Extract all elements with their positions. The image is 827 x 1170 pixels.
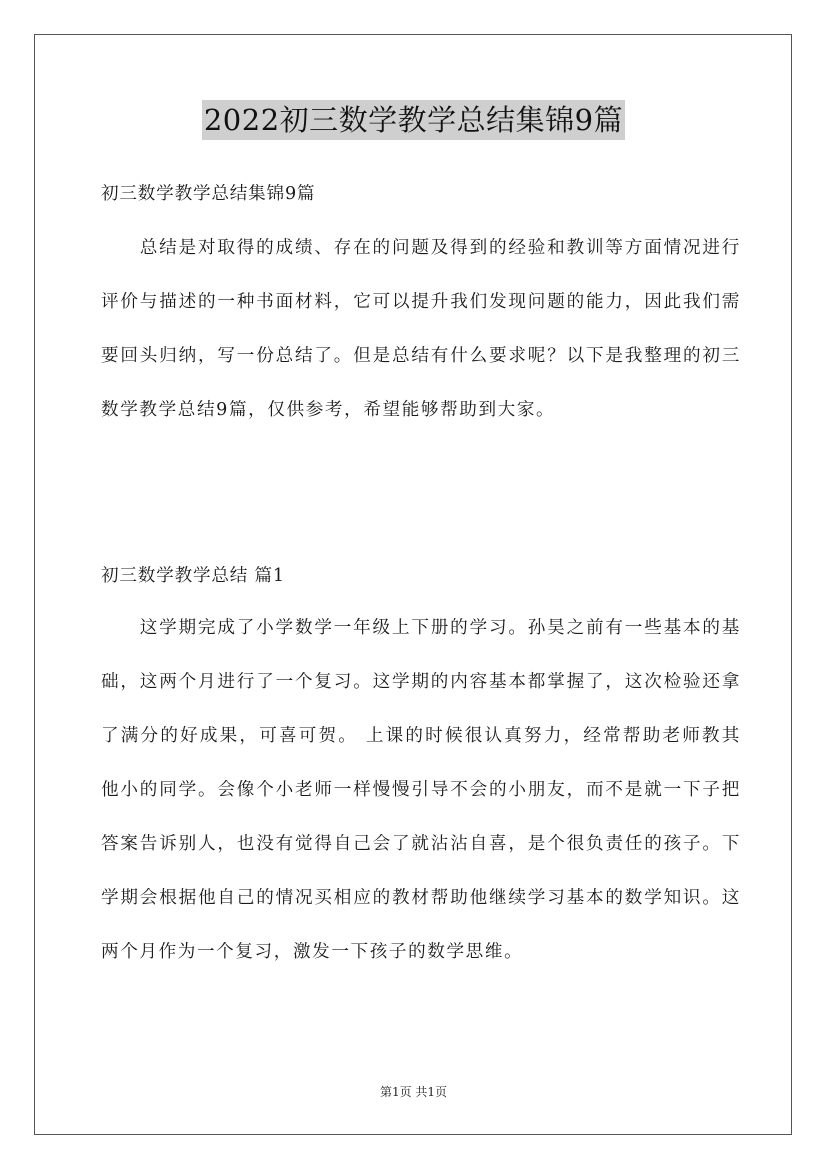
intro-paragraph: 总结是对取得的成绩、存在的问题及得到的经验和教训等方面情况进行评价与描述的一种书面材料，它可以提升我们发现问题的能力，因此我们需要回头归纳，写一份总结了。但是总结有什么要求呢？以下是我整理的初三数学教学总结9篇，仅供参考，希望能够帮助到大家。: [101, 238, 741, 420]
page-footer: 第1页 共1页: [379, 1085, 448, 1099]
section1-paragraph: 这学期完成了小学数学一年级上下册的学习。孙昊之前有一些基本的基础，这两个月进行了一个复习。这学期的内容基本都掌握了，这次检验还拿了满分的好成果，可喜可贺。 上课的时候很认真努力，经常帮助老师教其他小的同学。会像个小老师一样慢慢引导不会的小朋友，而不是就一下子把答案告诉别人，也没有觉得自己会了就沾沾自喜，是个很负责任的孩子。下学期会根据他自己的情况买相应的教材帮助他继续学习基本的数学知识。这两个月作为一个复习，激发一下孩子的数学思维。: [101, 618, 741, 962]
section1-heading: 初三数学教学总结 篇1: [101, 566, 285, 586]
document-subtitle: 初三数学教学总结集锦9篇: [101, 184, 316, 204]
document-title: 2022初三数学教学总结集锦9篇: [202, 100, 625, 140]
title-wrap: [0, 100, 827, 140]
